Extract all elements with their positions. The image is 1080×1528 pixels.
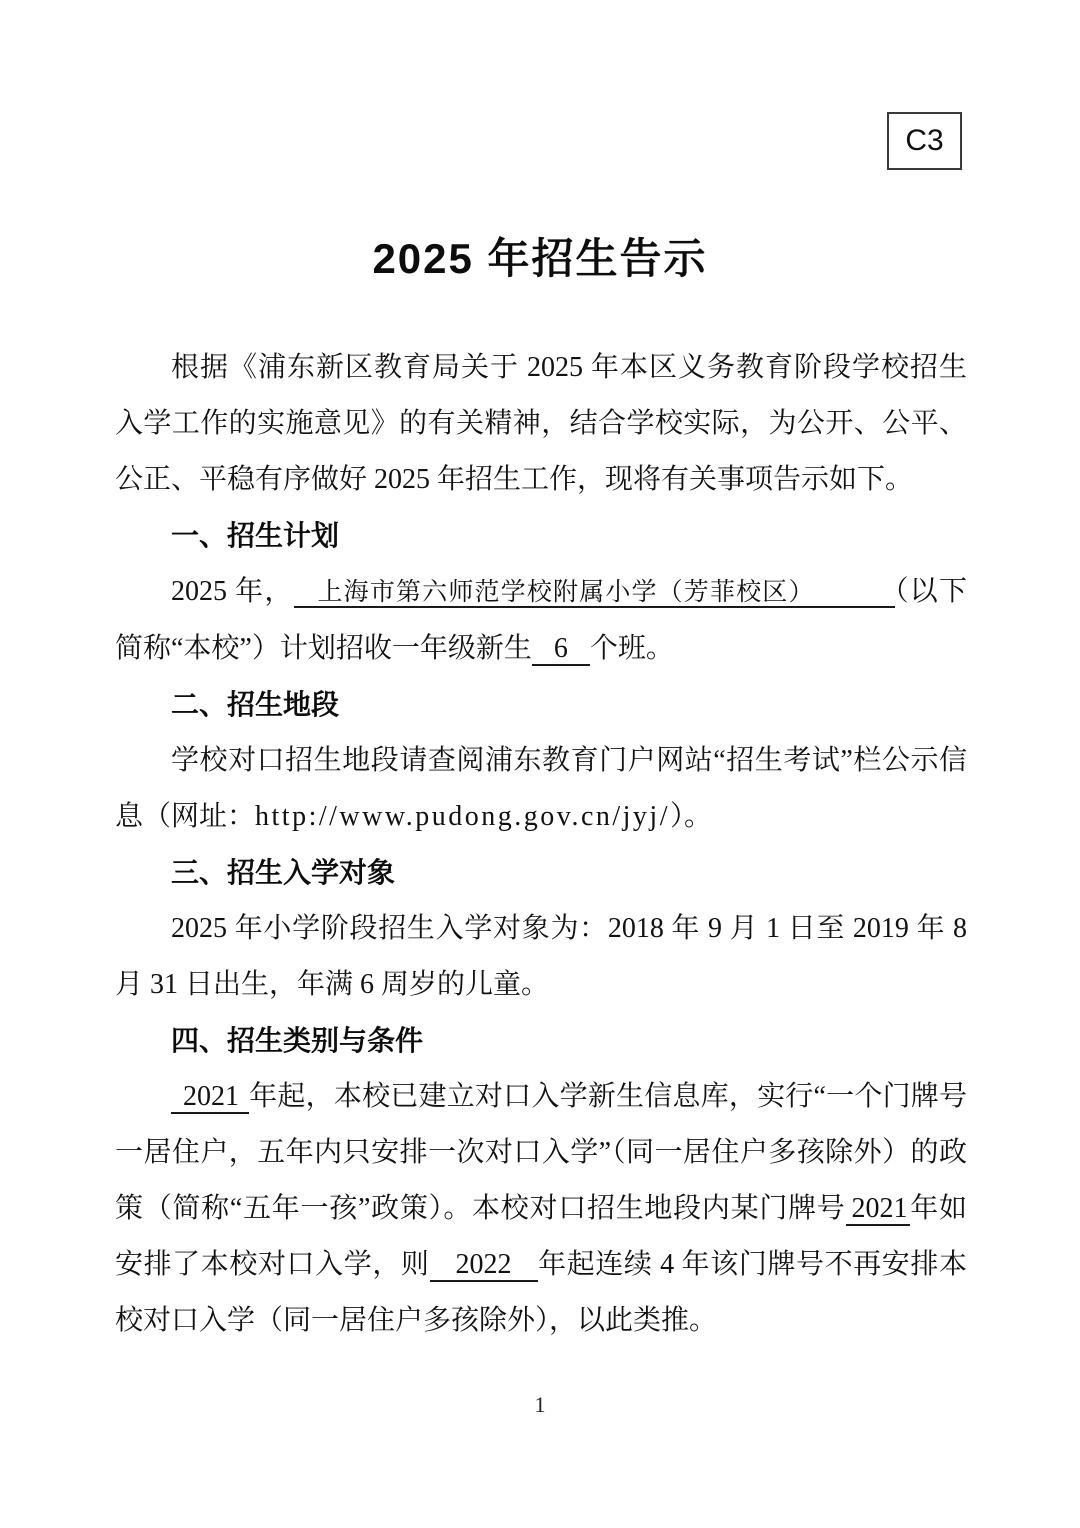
- section-heading-categories: 四、招生类别与条件: [171, 1025, 424, 1056]
- section-eligibility-paragraph: 2025 年小学阶段招生入学对象为：2018 年 9 月 1 日至 2019 年 8 月 31 日出生，年满 6 周岁的儿童。: [115, 913, 967, 1000]
- page-title: 2025 年招生告示: [372, 235, 708, 282]
- section-categories-paragraph: [115, 1069, 967, 1349]
- class-count-fill: 6: [532, 633, 590, 666]
- page-number: 1: [534, 1392, 546, 1417]
- year-fill-2022: 2022: [430, 1249, 538, 1282]
- section-plan-paragraph: [115, 564, 967, 677]
- text-segment: 年起，本校已建立对口入学新生信息库，实行“一个门牌号一居住户，五年内只安排一次对口入学”（同一居住户多孩除外）的政策（简称“五年一孩”政策）。本校对口招生地段内某门牌号: [115, 1081, 967, 1224]
- text-segment: 年起连续 4 年该门牌号不再安排本校对口入学（同一居住户多孩除外），以此类推。: [115, 1249, 967, 1336]
- text-segment: 2025 年，: [171, 576, 294, 607]
- section-heading-district: 二、招生地段: [171, 689, 340, 720]
- section-district-paragraph: [115, 733, 967, 845]
- corner-code-label: C3: [905, 124, 944, 157]
- intro-paragraph: 根据《浦东新区教育局关于 2025 年本区义务教育阶段学校招生入学工作的实施意见》的有关精神，结合学校实际，为公开、公平、公正、平稳有序做好 2025 年招生工作，现将有关事项告示如下。: [115, 352, 967, 495]
- section-heading-eligibility: 三、招生入学对象: [171, 857, 396, 888]
- corner-code-box: [887, 112, 962, 170]
- year-fill-2021-first: 2021: [171, 1081, 249, 1114]
- website-url: http://www.pudong.gov.cn/jyj/: [255, 801, 670, 832]
- year-fill-2021-second: 2021: [846, 1193, 910, 1226]
- text-segment: ）。: [669, 801, 712, 832]
- text-segment: 年如安排了本校对口入学，则: [115, 1193, 967, 1280]
- text-segment: （以下简称“本校”）计划招收一年级新生: [115, 576, 967, 664]
- document-body: [115, 340, 967, 1349]
- section-heading-plan: 一、招生计划: [171, 520, 340, 551]
- school-name-fill: 上海市第六师范学校附属小学（芳菲校区）: [294, 579, 895, 608]
- text-segment: 个班。: [589, 633, 674, 664]
- text-segment: 学校对口招生地段请查阅浦东教育门户网站“招生考试”栏公示信息（网址：: [115, 745, 967, 832]
